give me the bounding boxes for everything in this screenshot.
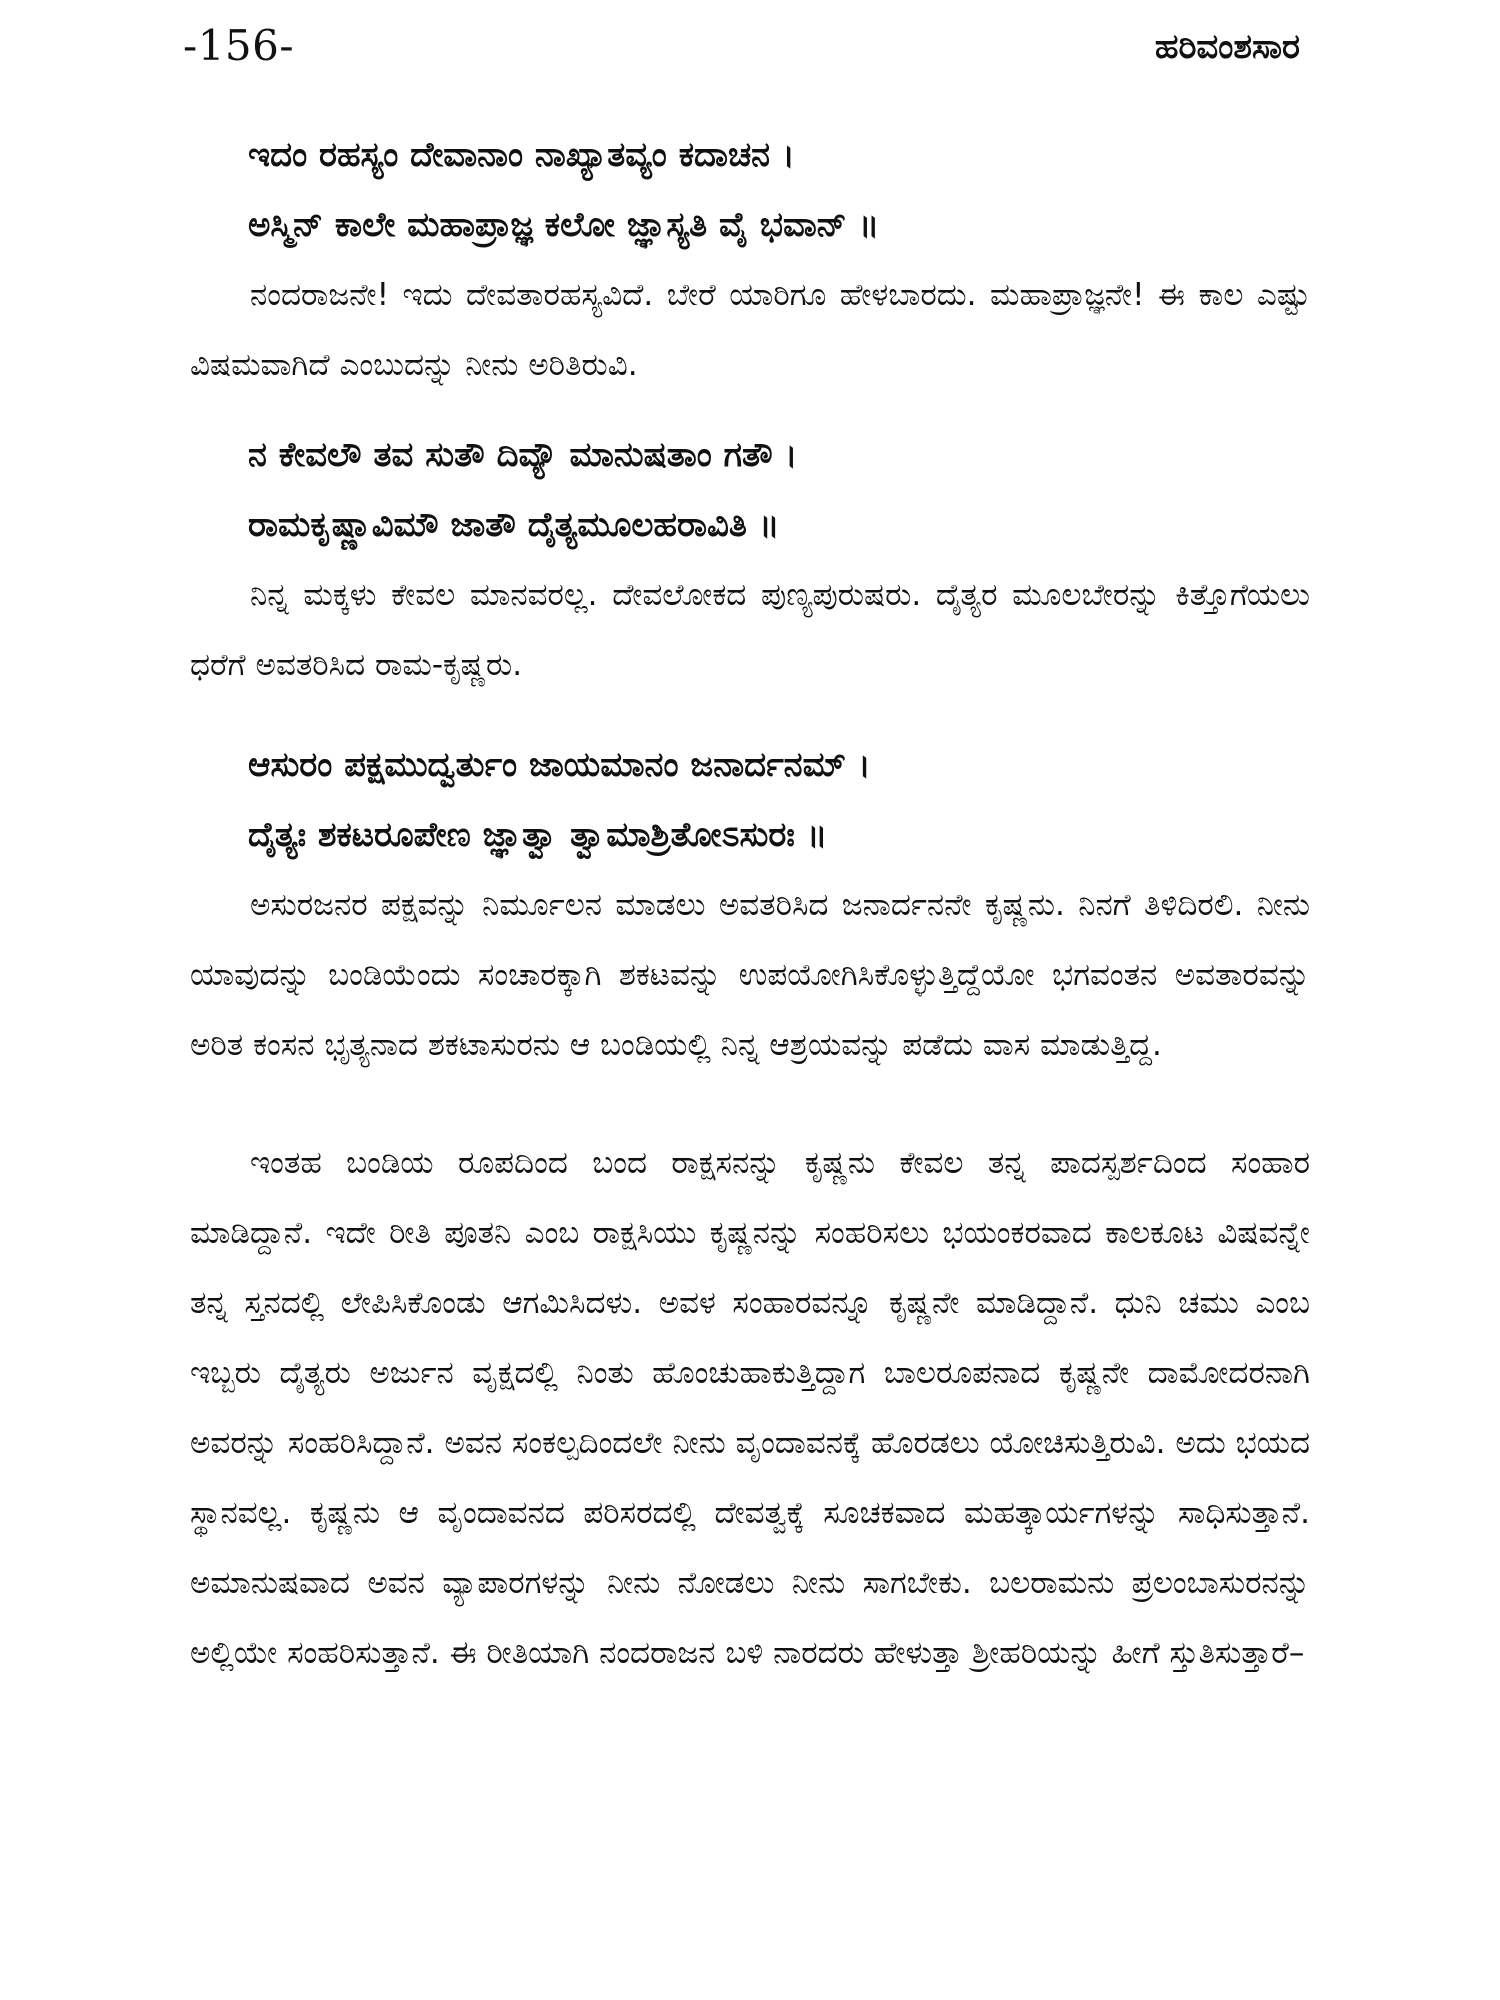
prose-paragraph-3: ಅಸುರಜನರ ಪಕ್ಷವನ್ನು ನಿರ್ಮೂಲನ ಮಾಡಲು ಅವತರಿಸಿದ ಜನಾರ್ದನನೇ ಕೃಷ್ಣನು. ನಿನಗೆ ತಿಳಿದಿರಲಿ. ನೀನು ಯಾವುದನ್ನು ಬಂಡಿಯೆಂದು ಸಂಚಾರಕ್ಕಾಗಿ ಶಕಟವನ್ನು ಉಪಯೋಗಿಸಿಕೊಳ್ಳುತ್ತಿದ್ದೆಯೋ ಭಗವಂತನ ಅವತಾರವನ್ನು ಅರಿತ ಕಂಸನ ಭೃತ್ಯನಾದ ಶಕಟಾಸುರನು ಆ ಬಂಡಿಯಲ್ಲಿ ನಿನ್ನ ಆಶ್ರಯವನ್ನು ಪಡೆದು ವಾಸ ಮಾಡುತ್ತಿದ್ದ.: [190, 887, 1310, 1063]
shloka-line: ನ ಕೇವಲೌ ತವ ಸುತೌ ದಿವ್ಯೌ ಮಾನುಷತಾಂ ಗತೌ ।: [248, 435, 798, 475]
page-number: -156-: [183, 21, 295, 70]
shloka-line: ಅಸ್ಮಿನ್ ಕಾಲೇ ಮಹಾಪ್ರಾಜ್ಞ ಕಲೋ ಜ್ಞಾಸ್ಯತಿ ವೈ ಭವಾನ್ ॥: [248, 205, 880, 245]
prose-paragraph-2: ನಿನ್ನ ಮಕ್ಕಳು ಕೇವಲ ಮಾನವರಲ್ಲ. ದೇವಲೋಕದ ಪುಣ್ಯಪುರುಷರು. ದೈತ್ಯರ ಮೂಲಬೇರನ್ನು ಕಿತ್ತೊಗೆಯಲು ಧರೆಗೆ ಅವತರಿಸಿದ ರಾಮ-ಕೃಷ್ಣರು.: [190, 577, 1310, 683]
prose-paragraph-1: ನಂದರಾಜನೇ! ಇದು ದೇವತಾರಹಸ್ಯವಿದೆ. ಬೇರೆ ಯಾರಿಗೂ ಹೇಳಬಾರದು. ಮಹಾಪ್ರಾಜ್ಞನೇ! ಈ ಕಾಲ ಎಷ್ಟು ವಿಷಮವಾಗಿದೆ ಎಂಬುದನ್ನು ನೀನು ಅರಿತಿರುವಿ.: [190, 277, 1310, 383]
shloka-verse-2: [190, 420, 1310, 560]
shloka-line: ಇದಂ ರಹಸ್ಯಂ ದೇವಾನಾಂ ನಾಖ್ಯಾತವ್ಯಂ ಕದಾಚನ ।: [248, 135, 795, 175]
shloka-line: ಆಸುರಂ ಪಕ್ಷಮುದ್ವರ್ತುಂ ಜಾಯಮಾನಂ ಜನಾರ್ದನಮ್ ।: [248, 745, 871, 785]
running-header-title: ಹರಿವಂಶಸಾರ: [1154, 27, 1300, 67]
shloka-verse-3: [190, 730, 1310, 870]
shloka-line: ದೈತ್ಯಃ ಶಕಟರೂಪೇಣ ಜ್ಞಾತ್ವಾ ತ್ವಾಮಾಶ್ರಿತೋಽಸುರಃ ॥: [248, 815, 828, 855]
shloka-line: ರಾಮಕೃಷ್ಣಾವಿಮೌ ಜಾತೌ ದೈತ್ಯಮೂಲಹರಾವಿತಿ ॥: [248, 505, 780, 545]
page-body: [190, 120, 1310, 1688]
shloka-verse-1: [190, 120, 1310, 260]
prose-paragraph-4: ಇಂತಹ ಬಂಡಿಯ ರೂಪದಿಂದ ಬಂದ ರಾಕ್ಷಸನನ್ನು ಕೃಷ್ಣನು ಕೇವಲ ತನ್ನ ಪಾದಸ್ಪರ್ಶದಿಂದ ಸಂಹಾರ ಮಾಡಿದ್ದಾನೆ. ಇದೇ ರೀತಿ ಪೂತನಿ ಎಂಬ ರಾಕ್ಷಸಿಯು ಕೃಷ್ಣನನ್ನು ಸಂಹರಿಸಲು ಭಯಂಕರವಾದ ಕಾಲಕೂಟ ವಿಷವನ್ನೇ ತನ್ನ ಸ್ತನದಲ್ಲಿ ಲೇಪಿಸಿಕೊಂಡು ಆಗಮಿಸಿದಳು. ಅವಳ ಸಂಹಾರವನ್ನೂ ಕೃಷ್ಣನೇ ಮಾಡಿದ್ದಾನೆ. ಧುನಿ ಚಮು ಎಂಬ ಇಬ್ಬರು ದೈತ್ಯರು ಅರ್ಜುನ ವೃಕ್ಷದಲ್ಲಿ ನಿಂತು ಹೊಂಚುಹಾಕುತ್ತಿದ್ದಾಗ ಬಾಲರೂಪನಾದ ಕೃಷ್ಣನೇ ದಾಮೋದರನಾಗಿ ಅವರನ್ನು ಸಂಹರಿಸಿದ್ದಾನೆ. ಅವನ ಸಂಕಲ್ಪದಿಂದಲೇ ನೀನು ವೃಂದಾವನಕ್ಕೆ ಹೊರಡಲು ಯೋಚಿಸುತ್ತಿರುವಿ. ಅದು ಭಯದ ಸ್ಥಾನವಲ್ಲ. ಕೃಷ್ಣನು ಆ ವೃಂದಾವನದ ಪರಿಸರದಲ್ಲಿ ದೇವತ್ವಕ್ಕೆ ಸೂಚಕವಾದ ಮಹತ್ಕಾರ್ಯಗಳನ್ನು ಸಾಧಿಸುತ್ತಾನೆ. ಅಮಾನುಷವಾದ ಅವನ ವ್ಯಾಪಾರಗಳನ್ನು ನೀನು ನೋಡಲು ನೀನು ಸಾಗಬೇಕು. ಬಲರಾಮನು ಪ್ರಲಂಬಾಸುರನನ್ನು ಅಲ್ಲಿಯೇ ಸಂಹರಿಸುತ್ತಾನೆ. ಈ ರೀತಿಯಾಗಿ ನಂದರಾಜನ ಬಳಿ ನಾರದರು ಹೇಳುತ್ತಾ ಶ್ರೀಹರಿಯನ್ನು ಹೀಗೆ ಸ್ತುತಿಸುತ್ತಾರೆ–: [190, 1145, 1310, 1671]
